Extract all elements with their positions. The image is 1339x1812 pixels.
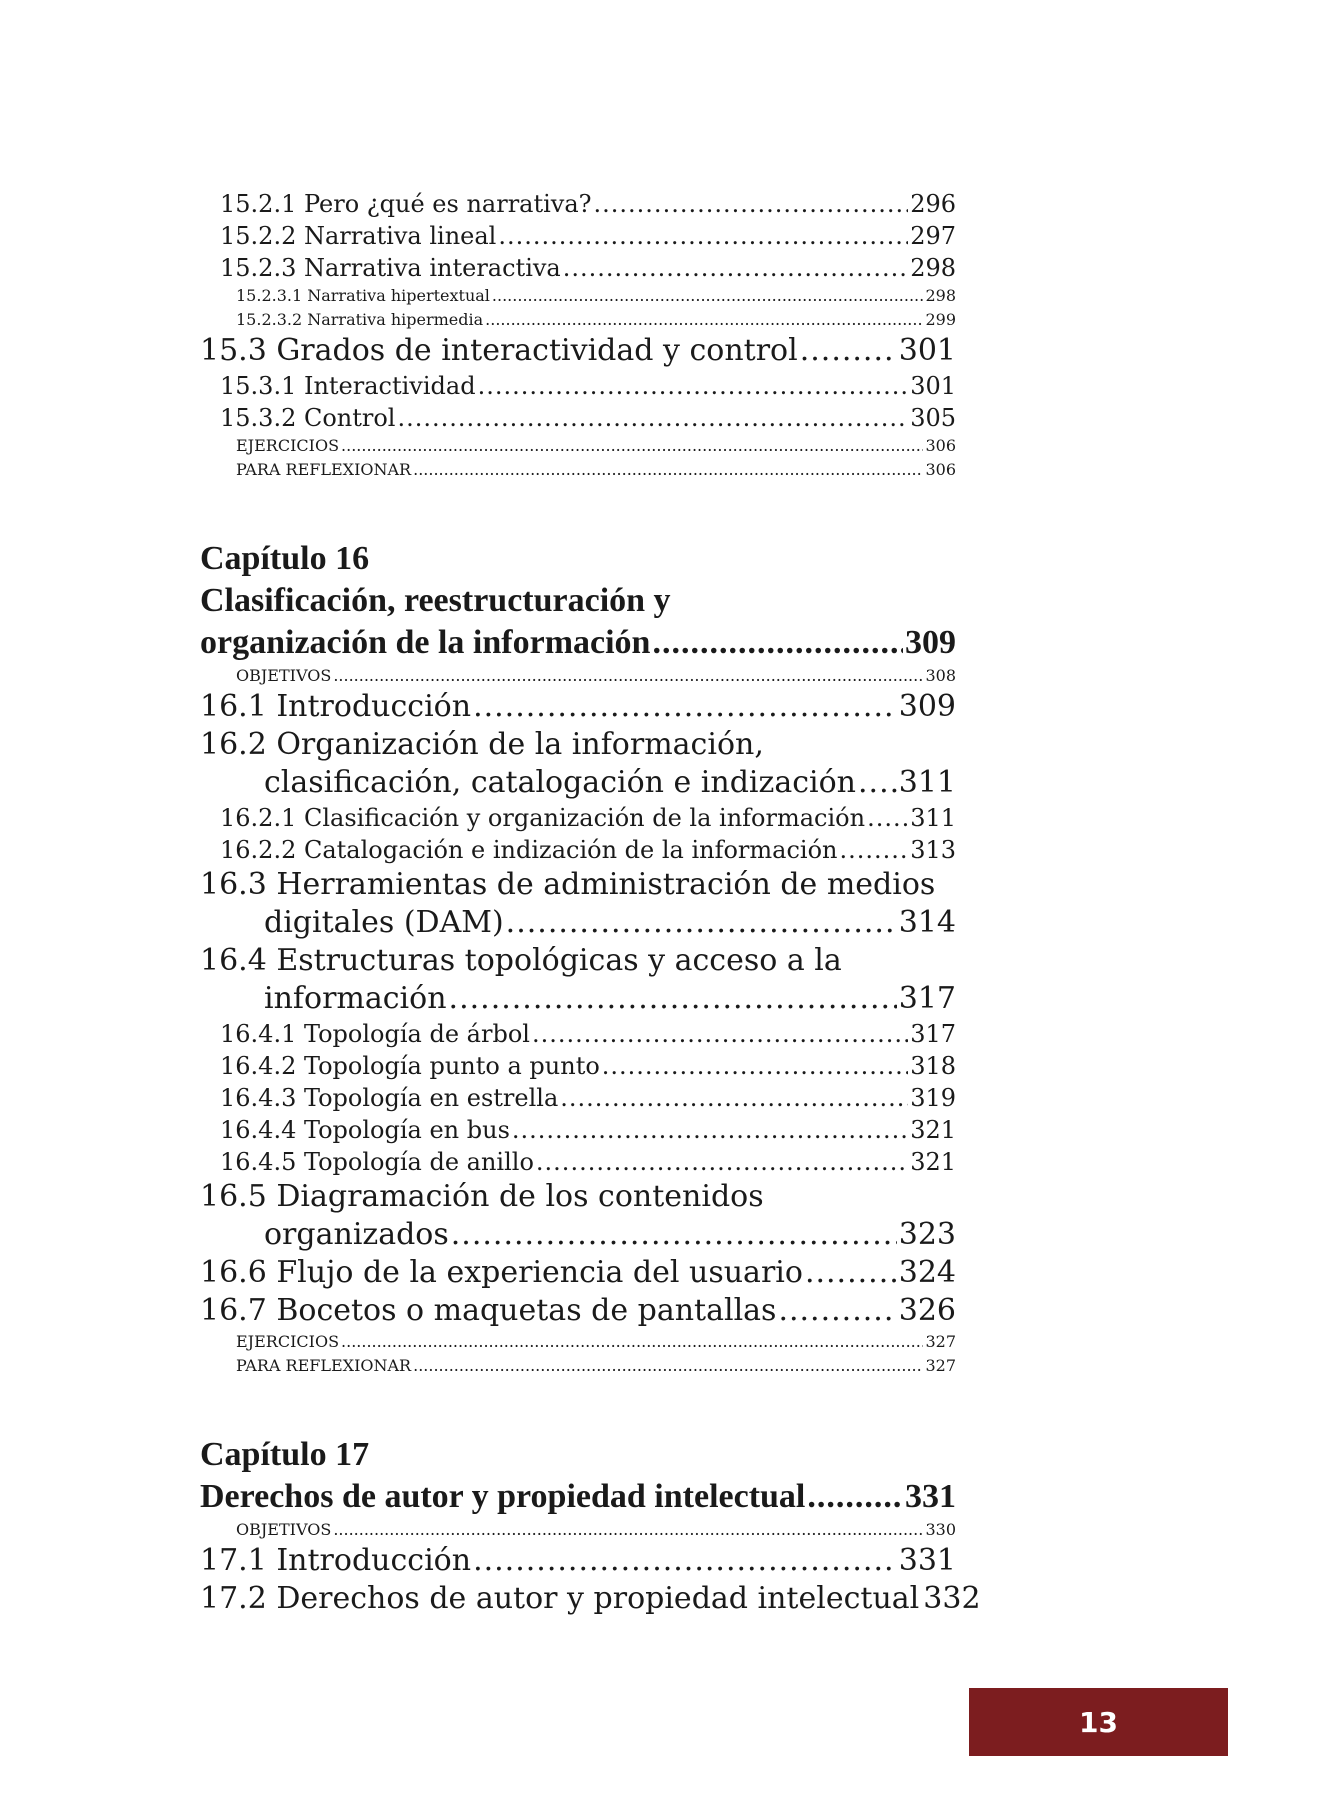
page-number: 13: [1079, 1705, 1118, 1739]
entry-title: PARA REFLEXIONAR: [236, 1356, 412, 1375]
dot-leader: [413, 458, 923, 482]
dot-leader: [485, 308, 923, 332]
dot-leader: [451, 1216, 897, 1254]
dot-leader: [333, 1518, 923, 1542]
entry-page: 298: [925, 286, 956, 305]
entry-title: 16.4.2 Topología punto a punto: [220, 1052, 600, 1080]
dot-leader: [473, 688, 897, 726]
entry-title-continuation: información: [264, 981, 447, 1016]
entry-title: 15.3 Grados de interactividad y control: [200, 333, 798, 368]
toc-entry[interactable]: [200, 866, 956, 942]
toc-entry[interactable]: [200, 664, 956, 688]
entry-page: 309: [905, 624, 956, 661]
table-of-contents: [200, 188, 981, 1618]
toc-entry[interactable]: [200, 370, 956, 402]
toc-entry[interactable]: [200, 1330, 956, 1354]
toc-entry[interactable]: [200, 802, 956, 834]
dot-leader: [800, 332, 897, 370]
entry-page: 296: [910, 190, 956, 218]
entry-title: 16.4 Estructuras topológicas y acceso a la: [200, 943, 842, 978]
dot-leader: [341, 434, 923, 458]
entry-page: 298: [910, 254, 956, 282]
entry-page: 306: [925, 460, 956, 479]
toc-entry[interactable]: [200, 1050, 956, 1082]
entry-page: 314: [898, 905, 956, 940]
dot-leader: [449, 980, 897, 1018]
toc-entry[interactable]: [200, 688, 956, 726]
toc-entry[interactable]: [200, 332, 956, 370]
entry-title: 16.1 Introducción: [200, 689, 472, 724]
entry-title: 16.5 Diagramación de los contenidos: [200, 1179, 764, 1214]
entry-title: Derechos de autor y propiedad intelectual: [200, 1478, 806, 1515]
entry-page: 311: [910, 804, 956, 832]
entry-title: EJERCICIOS: [236, 436, 340, 455]
toc-entry[interactable]: [200, 1542, 956, 1580]
entry-title: 17.2 Derechos de autor y propiedad intelectual: [200, 1581, 920, 1616]
entry-title-continuation: digitales (DAM): [264, 905, 504, 940]
page-number-badge: [969, 1688, 1228, 1756]
dot-leader: [652, 622, 903, 664]
entry-page: 323: [898, 1217, 956, 1252]
dot-leader: [560, 1082, 908, 1114]
entry-title: 16.6 Flujo de la experiencia del usuario: [200, 1255, 803, 1290]
dot-leader: [536, 1146, 908, 1178]
toc-section-17: [200, 1518, 981, 1618]
entry-page: 318: [910, 1052, 956, 1080]
dot-leader: [413, 1354, 923, 1378]
dot-leader: [778, 1292, 896, 1330]
toc-entry[interactable]: [200, 252, 956, 284]
chapter-title: Clasificación, reestructuración y: [200, 582, 671, 619]
entry-page: 330: [925, 1520, 956, 1539]
toc-entry[interactable]: [200, 1018, 956, 1050]
entry-title: 16.4.3 Topología en estrella: [220, 1084, 559, 1112]
dot-leader: [807, 1476, 903, 1518]
toc-entry[interactable]: [200, 1254, 956, 1292]
toc-entry[interactable]: [200, 1354, 956, 1378]
entry-title: 15.2.2 Narrativa lineal: [220, 222, 497, 250]
entry-title: 16.2.2 Catalogación e indización de la información: [220, 836, 838, 864]
dot-leader: [512, 1114, 908, 1146]
chapter-17-heading: [200, 1434, 956, 1518]
entry-page: 305: [910, 404, 956, 432]
entry-page: 308: [925, 666, 956, 685]
toc-entry[interactable]: [200, 1476, 956, 1518]
toc-entry[interactable]: [200, 220, 956, 252]
entry-page: 317: [898, 981, 956, 1016]
entry-title: organización de la información: [200, 624, 651, 661]
toc-entry[interactable]: [200, 726, 956, 802]
entry-title: OBJETIVOS: [236, 666, 332, 685]
entry-page: 324: [898, 1255, 956, 1290]
entry-title: 16.2 Organización de la información,: [200, 727, 764, 762]
entry-page: 331: [905, 1478, 956, 1515]
entry-title: OBJETIVOS: [236, 1520, 332, 1539]
entry-page: 321: [910, 1116, 956, 1144]
toc-entry[interactable]: [200, 1114, 956, 1146]
toc-section-15: [200, 188, 956, 482]
entry-page: 327: [925, 1356, 956, 1375]
toc-entry[interactable]: [200, 622, 956, 664]
entry-title-continuation: clasificación, catalogación e indización: [264, 765, 856, 800]
dot-leader: [333, 664, 923, 688]
entry-page: 319: [910, 1084, 956, 1112]
toc-entry[interactable]: [200, 434, 956, 458]
dot-leader: [532, 1018, 908, 1050]
entry-title: 15.2.3 Narrativa interactiva: [220, 254, 561, 282]
entry-title: 17.1 Introducción: [200, 1543, 472, 1578]
dot-leader: [478, 370, 909, 402]
dot-leader: [397, 402, 908, 434]
toc-entry[interactable]: [200, 1178, 956, 1254]
dot-leader: [839, 834, 908, 866]
entry-title-continuation: organizados: [264, 1217, 449, 1252]
toc-entry[interactable]: [200, 458, 956, 482]
entry-title: 15.3.2 Control: [220, 404, 396, 432]
entry-title: 16.4.1 Topología de árbol: [220, 1020, 530, 1048]
entry-title: 16.7 Bocetos o maquetas de pantallas: [200, 1293, 777, 1328]
dot-leader: [867, 802, 908, 834]
dot-leader: [506, 904, 897, 942]
dot-leader: [492, 284, 924, 308]
toc-entry[interactable]: [200, 1082, 956, 1114]
entry-title: 16.3 Herramientas de administración de medios: [200, 867, 936, 902]
dot-leader: [498, 220, 908, 252]
dot-leader: [602, 1050, 908, 1082]
entry-page: 299: [925, 310, 956, 329]
entry-title: PARA REFLEXIONAR: [236, 460, 412, 479]
dot-leader: [805, 1254, 897, 1292]
entry-page: 313: [910, 836, 956, 864]
dot-leader: [473, 1542, 897, 1580]
entry-page: 311: [898, 765, 956, 800]
entry-title: 15.2.3.2 Narrativa hipermedia: [236, 310, 484, 329]
toc-entry[interactable]: [200, 1292, 956, 1330]
entry-page: 317: [910, 1020, 956, 1048]
dot-leader: [858, 764, 897, 802]
entry-title: 15.3.1 Interactividad: [220, 372, 476, 400]
toc-section-16: [200, 664, 956, 1378]
toc-entry[interactable]: [200, 834, 956, 866]
entry-page: 326: [898, 1293, 956, 1328]
toc-entry[interactable]: [200, 942, 956, 1018]
entry-title: EJERCICIOS: [236, 1332, 340, 1351]
toc-entry[interactable]: [200, 402, 956, 434]
entry-title: 15.2.1 Pero ¿qué es narrativa?: [220, 190, 592, 218]
entry-page: 301: [898, 333, 956, 368]
dot-leader: [594, 188, 909, 220]
toc-entry[interactable]: [200, 284, 956, 308]
entry-page: 306: [925, 436, 956, 455]
chapter-16-heading: [200, 538, 956, 664]
entry-page: 321: [910, 1148, 956, 1176]
entry-title: 15.2.3.1 Narrativa hipertextual: [236, 286, 490, 305]
toc-entry[interactable]: [200, 1146, 956, 1178]
entry-page: 332: [923, 1581, 981, 1616]
entry-page: 297: [910, 222, 956, 250]
chapter-label: Capítulo 16: [200, 540, 370, 577]
entry-title: 16.4.4 Topología en bus: [220, 1116, 510, 1144]
dot-leader: [341, 1330, 923, 1354]
chapter-label: Capítulo 17: [200, 1436, 370, 1473]
entry-page: 327: [925, 1332, 956, 1351]
entry-page: 331: [898, 1543, 956, 1578]
toc-entry[interactable]: [200, 308, 956, 332]
toc-entry[interactable]: [200, 1518, 956, 1542]
toc-entry[interactable]: [200, 1580, 981, 1618]
entry-page: 309: [898, 689, 956, 724]
dot-leader: [563, 252, 908, 284]
entry-page: 301: [910, 372, 956, 400]
entry-title: 16.2.1 Clasificación y organización de la información: [220, 804, 866, 832]
entry-title: 16.4.5 Topología de anillo: [220, 1148, 534, 1176]
toc-entry[interactable]: [200, 188, 956, 220]
